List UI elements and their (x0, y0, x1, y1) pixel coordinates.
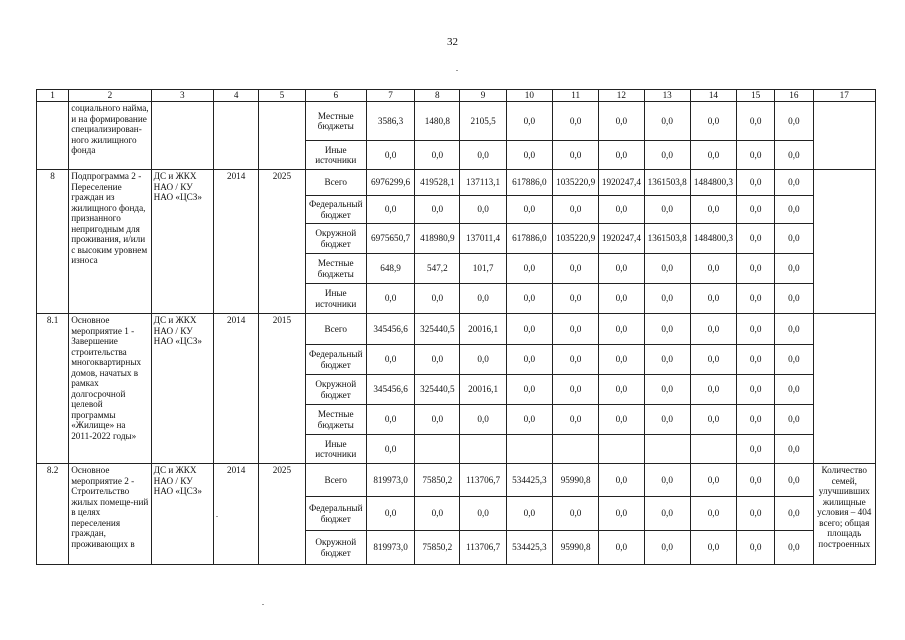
amount-cell: 0,0 (644, 314, 690, 345)
item-number-cell: 8.2 (37, 464, 69, 565)
amount-cell: 0,0 (599, 314, 644, 345)
funding-source-cell: Всего (305, 464, 366, 497)
amount-cell: 0,0 (690, 531, 736, 565)
amount-cell: 0,0 (775, 284, 813, 314)
end-year-cell: 2015 (259, 314, 305, 464)
amount-cell: 0,0 (506, 405, 552, 435)
item-number-cell: 8.1 (37, 314, 69, 464)
amount-cell: 0,0 (737, 141, 775, 170)
amount-cell: 0,0 (737, 345, 775, 375)
item-number-cell (37, 102, 69, 170)
start-year-cell (214, 102, 259, 170)
amount-cell (644, 435, 690, 464)
amount-cell: 0,0 (599, 531, 644, 565)
amount-cell: 0,0 (460, 141, 506, 170)
amount-cell: 20016,1 (460, 375, 506, 405)
executor-cell: ДС и ЖКХ НАО / КУ НАО «ЦСЗ» (151, 464, 213, 565)
amount-cell: 0,0 (644, 284, 690, 314)
amount-cell: 0,0 (644, 196, 690, 224)
amount-cell: 0,0 (553, 102, 599, 141)
amount-cell: 0,0 (506, 345, 552, 375)
amount-cell: 6975650,7 (366, 224, 414, 254)
start-year-cell: 2014 (214, 170, 259, 314)
amount-cell: 0,0 (690, 102, 736, 141)
amount-cell: 0,0 (690, 497, 736, 531)
amount-cell: 0,0 (737, 314, 775, 345)
amount-cell: 0,0 (599, 375, 644, 405)
header-cell: 2 (69, 90, 151, 102)
amount-cell: 534425,3 (506, 531, 552, 565)
amount-cell: 0,0 (737, 224, 775, 254)
amount-cell: 137113,1 (460, 170, 506, 196)
amount-cell: 0,0 (690, 284, 736, 314)
amount-cell: 0,0 (775, 531, 813, 565)
header-cell: 3 (151, 90, 213, 102)
amount-cell: 1484800,3 (690, 224, 736, 254)
amount-cell: 345456,6 (366, 314, 414, 345)
amount-cell: 0,0 (775, 435, 813, 464)
amount-cell: 0,0 (553, 314, 599, 345)
amount-cell (460, 435, 506, 464)
amount-cell: 0,0 (599, 405, 644, 435)
amount-cell: 0,0 (553, 345, 599, 375)
expected-result-cell: Количество семей, улучшивших жилищные условия – 404 всего; общая площадь построенных (813, 464, 876, 565)
end-year-cell: 2025 (259, 464, 305, 565)
amount-cell: 325440,5 (415, 314, 460, 345)
amount-cell: 1361503,8 (644, 170, 690, 196)
amount-cell: 0,0 (644, 464, 690, 497)
amount-cell: 0,0 (690, 141, 736, 170)
amount-cell: 0,0 (775, 314, 813, 345)
amount-cell: 0,0 (460, 405, 506, 435)
amount-cell: 75850,2 (415, 464, 460, 497)
funding-row (37, 314, 876, 345)
amount-cell: 2105,5 (460, 102, 506, 141)
amount-cell: 0,0 (644, 345, 690, 375)
page-number: 32 (447, 36, 458, 48)
amount-cell: 0,0 (737, 531, 775, 565)
amount-cell: 0,0 (644, 531, 690, 565)
amount-cell: 0,0 (599, 284, 644, 314)
amount-cell (599, 435, 644, 464)
funding-source-cell: Федеральный бюджет (305, 196, 366, 224)
amount-cell: 0,0 (460, 284, 506, 314)
expected-result-cell (813, 170, 876, 314)
funding-row (37, 102, 876, 141)
amount-cell: 0,0 (775, 196, 813, 224)
amount-cell: 95990,8 (553, 531, 599, 565)
amount-cell: 0,0 (644, 102, 690, 141)
amount-cell: 1920247,4 (599, 170, 644, 196)
item-name-cell: социального найма, и на формирование специализирован-ного жилищного фонда (69, 102, 151, 170)
header-cell: 17 (813, 90, 876, 102)
amount-cell: 345456,6 (366, 375, 414, 405)
amount-cell: 0,0 (737, 170, 775, 196)
amount-cell: 0,0 (599, 497, 644, 531)
amount-cell (415, 435, 460, 464)
amount-cell: 0,0 (460, 497, 506, 531)
amount-cell: 0,0 (460, 196, 506, 224)
amount-cell: 0,0 (415, 405, 460, 435)
amount-cell: 0,0 (775, 375, 813, 405)
amount-cell: 0,0 (775, 254, 813, 284)
amount-cell: 0,0 (553, 254, 599, 284)
amount-cell: 0,0 (506, 196, 552, 224)
amount-cell: 1035220,9 (553, 170, 599, 196)
expected-result-cell (813, 102, 876, 170)
amount-cell: 0,0 (775, 170, 813, 196)
amount-cell: 0,0 (366, 141, 414, 170)
funding-source-cell: Окружной бюджет (305, 531, 366, 565)
funding-row (37, 464, 876, 497)
header-cell: 10 (506, 90, 552, 102)
amount-cell: 0,0 (644, 405, 690, 435)
amount-cell: 325440,5 (415, 375, 460, 405)
amount-cell: 0,0 (506, 141, 552, 170)
amount-cell: 0,0 (599, 102, 644, 141)
end-year-cell (259, 102, 305, 170)
header-cell: 12 (599, 90, 644, 102)
funding-source-cell: Всего (305, 314, 366, 345)
amount-cell: 0,0 (506, 375, 552, 405)
funding-source-cell: Иные источники (305, 435, 366, 464)
amount-cell: 0,0 (775, 345, 813, 375)
header-cell: 9 (460, 90, 506, 102)
amount-cell: 0,0 (415, 497, 460, 531)
amount-cell: 0,0 (366, 435, 414, 464)
header-cell: 11 (553, 90, 599, 102)
header-cell: 8 (415, 90, 460, 102)
amount-cell: 0,0 (366, 196, 414, 224)
funding-source-cell: Окружной бюджет (305, 224, 366, 254)
amount-cell: 0,0 (553, 497, 599, 531)
header-cell: 15 (737, 90, 775, 102)
amount-cell: 0,0 (506, 254, 552, 284)
amount-cell: 0,0 (737, 464, 775, 497)
amount-cell: 0,0 (415, 284, 460, 314)
amount-cell: 0,0 (506, 314, 552, 345)
amount-cell: 0,0 (775, 224, 813, 254)
amount-cell: 0,0 (599, 345, 644, 375)
executor-cell: ДС и ЖКХ НАО / КУ НАО «ЦСЗ» (151, 170, 213, 314)
amount-cell: 0,0 (599, 254, 644, 284)
funding-source-cell: Иные источники (305, 284, 366, 314)
item-name-cell: Подпрограмма 2 - Переселение граждан из жилищного фонда, признанного непригодным для проживания, и/или с высоким уровнем износа (69, 170, 151, 314)
amount-cell: 101,7 (460, 254, 506, 284)
header-cell: 1 (37, 90, 69, 102)
executor-cell (151, 102, 213, 170)
amount-cell: 0,0 (775, 497, 813, 531)
amount-cell: 0,0 (506, 102, 552, 141)
header-cell: 5 (259, 90, 305, 102)
amount-cell: 0,0 (415, 141, 460, 170)
amount-cell: 0,0 (366, 284, 414, 314)
amount-cell: 0,0 (737, 497, 775, 531)
amount-cell: 0,0 (460, 345, 506, 375)
amount-cell: 534425,3 (506, 464, 552, 497)
amount-cell: 819973,0 (366, 464, 414, 497)
amount-cell: 0,0 (737, 284, 775, 314)
header-cell: 13 (644, 90, 690, 102)
program-funding-table (36, 89, 876, 565)
amount-cell: 0,0 (506, 284, 552, 314)
amount-cell: 0,0 (737, 254, 775, 284)
amount-cell: 0,0 (737, 405, 775, 435)
amount-cell: 0,0 (690, 196, 736, 224)
header-cell: 6 (305, 90, 366, 102)
amount-cell: 1920247,4 (599, 224, 644, 254)
amount-cell (506, 435, 552, 464)
amount-cell: 0,0 (644, 375, 690, 405)
amount-cell: 137011,4 (460, 224, 506, 254)
end-year-cell: 2025 (259, 170, 305, 314)
amount-cell: 20016,1 (460, 314, 506, 345)
amount-cell: 0,0 (775, 405, 813, 435)
amount-cell: 0,0 (690, 464, 736, 497)
amount-cell: 0,0 (690, 375, 736, 405)
start-year-cell: 2014 (214, 314, 259, 464)
amount-cell: 0,0 (553, 405, 599, 435)
funding-source-cell: Федеральный бюджет (305, 345, 366, 375)
funding-source-cell: Местные бюджеты (305, 254, 366, 284)
amount-cell: 113706,7 (460, 464, 506, 497)
amount-cell: 3586,3 (366, 102, 414, 141)
amount-cell: 1484800,3 (690, 170, 736, 196)
amount-cell: 0,0 (366, 405, 414, 435)
amount-cell: 0,0 (415, 345, 460, 375)
amount-cell: 0,0 (737, 435, 775, 464)
funding-source-cell: Всего (305, 170, 366, 196)
amount-cell: 95990,8 (553, 464, 599, 497)
column-number-header-row (37, 90, 876, 102)
amount-cell: 0,0 (506, 497, 552, 531)
amount-cell: 0,0 (644, 497, 690, 531)
funding-row (37, 170, 876, 196)
amount-cell (553, 435, 599, 464)
amount-cell: 0,0 (737, 102, 775, 141)
amount-cell: 0,0 (415, 196, 460, 224)
expected-result-cell (813, 314, 876, 464)
amount-cell: 0,0 (644, 254, 690, 284)
amount-cell: 1035220,9 (553, 224, 599, 254)
amount-cell: 0,0 (644, 141, 690, 170)
amount-cell: 419528,1 (415, 170, 460, 196)
funding-source-cell: Окружной бюджет (305, 375, 366, 405)
amount-cell: 418980,9 (415, 224, 460, 254)
funding-source-cell: Местные бюджеты (305, 102, 366, 141)
amount-cell: 0,0 (775, 141, 813, 170)
amount-cell: 75850,2 (415, 531, 460, 565)
item-number-cell: 8 (37, 170, 69, 314)
amount-cell: 648,9 (366, 254, 414, 284)
amount-cell: 547,2 (415, 254, 460, 284)
amount-cell: 0,0 (553, 375, 599, 405)
amount-cell: 0,0 (366, 345, 414, 375)
header-cell: 14 (690, 90, 736, 102)
amount-cell: 0,0 (737, 375, 775, 405)
amount-cell: 0,0 (553, 196, 599, 224)
header-cell: 7 (366, 90, 414, 102)
funding-source-cell: Местные бюджеты (305, 405, 366, 435)
amount-cell: 113706,7 (460, 531, 506, 565)
amount-cell: 0,0 (690, 314, 736, 345)
header-cell: 16 (775, 90, 813, 102)
amount-cell: 0,0 (366, 497, 414, 531)
amount-cell: 6976299,6 (366, 170, 414, 196)
amount-cell: 0,0 (553, 284, 599, 314)
amount-cell: 0,0 (690, 345, 736, 375)
amount-cell: 0,0 (775, 464, 813, 497)
amount-cell: 0,0 (775, 102, 813, 141)
amount-cell (690, 435, 736, 464)
amount-cell: 1480,8 (415, 102, 460, 141)
amount-cell: 0,0 (690, 405, 736, 435)
amount-cell: 819973,0 (366, 531, 414, 565)
amount-cell: 0,0 (553, 141, 599, 170)
start-year-cell: 2014 (214, 464, 259, 565)
funding-source-cell: Федеральный бюджет (305, 497, 366, 531)
amount-cell: 0,0 (690, 254, 736, 284)
amount-cell: 0,0 (599, 196, 644, 224)
amount-cell: 1361503,8 (644, 224, 690, 254)
item-name-cell: Основное мероприятие 1 - Завершение строительства многоквартирных домов, начатых в рамках долгосрочной целевой программы «Жилище» на 2011-2022 годы» (69, 314, 151, 464)
amount-cell: 0,0 (599, 141, 644, 170)
amount-cell: 617886,0 (506, 224, 552, 254)
header-cell: 4 (214, 90, 259, 102)
amount-cell: 617886,0 (506, 170, 552, 196)
amount-cell: 0,0 (599, 464, 644, 497)
funding-source-cell: Иные источники (305, 141, 366, 170)
executor-cell: ДС и ЖКХ НАО / КУ НАО «ЦСЗ» (151, 314, 213, 464)
item-name-cell: Основное мероприятие 2 - Строительство жилых помеще-ний в целях переселения граждан, проживающих в (69, 464, 151, 565)
amount-cell: 0,0 (737, 196, 775, 224)
